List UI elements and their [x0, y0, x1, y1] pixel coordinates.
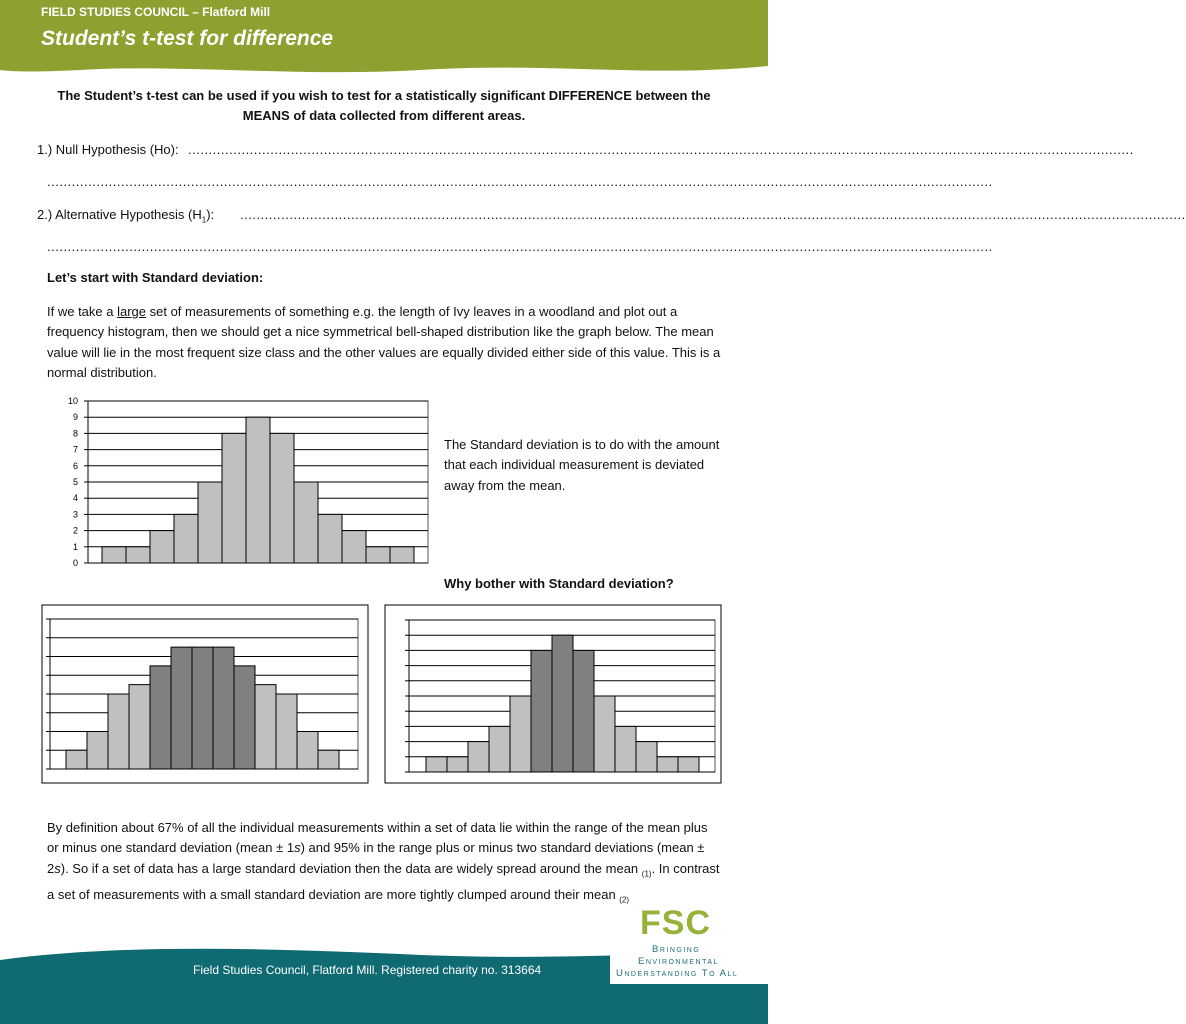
small-sd-chart: [383, 603, 723, 785]
bar: [390, 547, 414, 563]
bar: [66, 750, 87, 769]
y-tick-label: 4: [72, 493, 78, 504]
bar: [102, 547, 126, 563]
y-tick-label: 0: [72, 558, 78, 568]
null-hypothesis-answer-line[interactable]: ......................................................................................................................................................................................................................................: [188, 142, 1134, 157]
y-tick-label: 1: [72, 541, 78, 552]
bar: [489, 726, 510, 772]
y-tick-label: 5: [72, 477, 78, 487]
intro-text: The Student’s t-test can be used if you wish to test for a statistically significant DIFFERENCE between the MEANS of data collected from different areas.: [57, 88, 711, 123]
bar: [150, 666, 171, 769]
bar: [468, 742, 489, 772]
why-standard-deviation-heading: Why bother with Standard deviation?: [444, 576, 674, 591]
bar: [342, 531, 366, 563]
bar: [531, 650, 552, 772]
y-tick-label: 9: [72, 412, 78, 423]
null-hypothesis-line: [37, 142, 179, 157]
bar: [87, 732, 108, 770]
bar: [213, 647, 234, 769]
bar: [171, 647, 192, 769]
alternative-hypothesis-answer-line[interactable]: ......................................................................................................................................................................................................................................: [240, 207, 1186, 222]
bar: [150, 531, 174, 563]
page-title: Student’s t-test for difference: [41, 27, 334, 50]
y-tick-label: 8: [72, 428, 78, 439]
bar: [366, 547, 390, 563]
bar: [594, 696, 615, 772]
bar: [129, 685, 150, 769]
logo-tagline-1: Bringing: [652, 944, 701, 955]
bar: [270, 433, 294, 563]
bar: [246, 417, 270, 563]
bar: [297, 732, 318, 770]
fsc-logo-text: FSC: [640, 904, 711, 942]
y-tick-label: 2: [72, 525, 78, 536]
normal-distribution-paragraph: If we take a large set of measurements of something e.g. the length of Ivy leaves in a woodland and plot out a frequency histogram, then we should get a nice symmetrical bell-shaped distribution like the graph below. The mean value will lie in the most frequent size class and the other values are equally divided either side of this value. This is a normal distribution.: [47, 304, 721, 381]
bar: [222, 433, 246, 563]
bar: [198, 482, 222, 563]
alternative-hypothesis-label: 2.) Alternative Hypothesis $(H_1)$:: [37, 207, 215, 225]
bar: [255, 685, 276, 769]
null-hypothesis-label: 1.) Null Hypothesis (Ho):: [37, 142, 179, 157]
null-hypothesis-answer-line-2[interactable]: ......................................................................................................................................................................................................................................: [47, 174, 993, 189]
bar: [657, 757, 678, 772]
y-tick-label: 6: [72, 460, 78, 471]
bar: [573, 650, 594, 772]
standard-deviation-definition-paragraph: By definition about 67% of all the individual measurements within a set of data lie within the range of the mean plus or minus one standard deviation (mean ± 1s) and 95% in the range plus or minus two standard deviations (mean ± 2s). So if a set of data has a large standard deviation then the data are widely spread around the mean $_{(1)}$. In contrast a set of measurements with a small standard deviation are more tightly clumped around their mean $_{(2)}$: [47, 820, 720, 905]
bar: [108, 694, 129, 769]
header-banner: [0, 0, 768, 80]
alternative-hypothesis-answer-line-2[interactable]: ......................................................................................................................................................................................................................................: [47, 239, 993, 254]
bar: [510, 696, 531, 772]
bar: [192, 647, 213, 769]
standard-deviation-explanation: The Standard deviation is to do with the amount that each individual measurement is deviated away from the mean.: [444, 437, 720, 493]
bar: [636, 742, 657, 772]
footer-text: Field Studies Council, Flatford Mill. Registered charity no. 313664: [193, 963, 542, 977]
logo-tagline-2: Environmental: [638, 956, 719, 967]
organisation-name: FIELD STUDIES COUNCIL – Flatford Mill: [41, 5, 271, 19]
bar: [174, 514, 198, 563]
bar: [126, 547, 150, 563]
y-tick-label: 7: [72, 444, 78, 455]
logo-tagline-3: Understanding To All: [616, 968, 739, 979]
bar: [294, 482, 318, 563]
alternative-hypothesis-line: [37, 207, 214, 225]
bar: [678, 757, 699, 772]
bar: [447, 757, 468, 772]
bar: [318, 514, 342, 563]
normal-distribution-chart: [60, 392, 432, 570]
bar: [615, 726, 636, 772]
y-tick-label: 3: [72, 509, 78, 520]
large-sd-chart: [30, 603, 370, 785]
bar: [552, 635, 573, 772]
bar: [234, 666, 255, 769]
bar: [276, 694, 297, 769]
standard-deviation-heading: Let’s start with Standard deviation:: [47, 270, 264, 285]
bar: [426, 757, 447, 772]
y-tick-label: 10: [67, 396, 78, 406]
fsc-logo: [600, 904, 768, 984]
bar: [318, 750, 339, 769]
